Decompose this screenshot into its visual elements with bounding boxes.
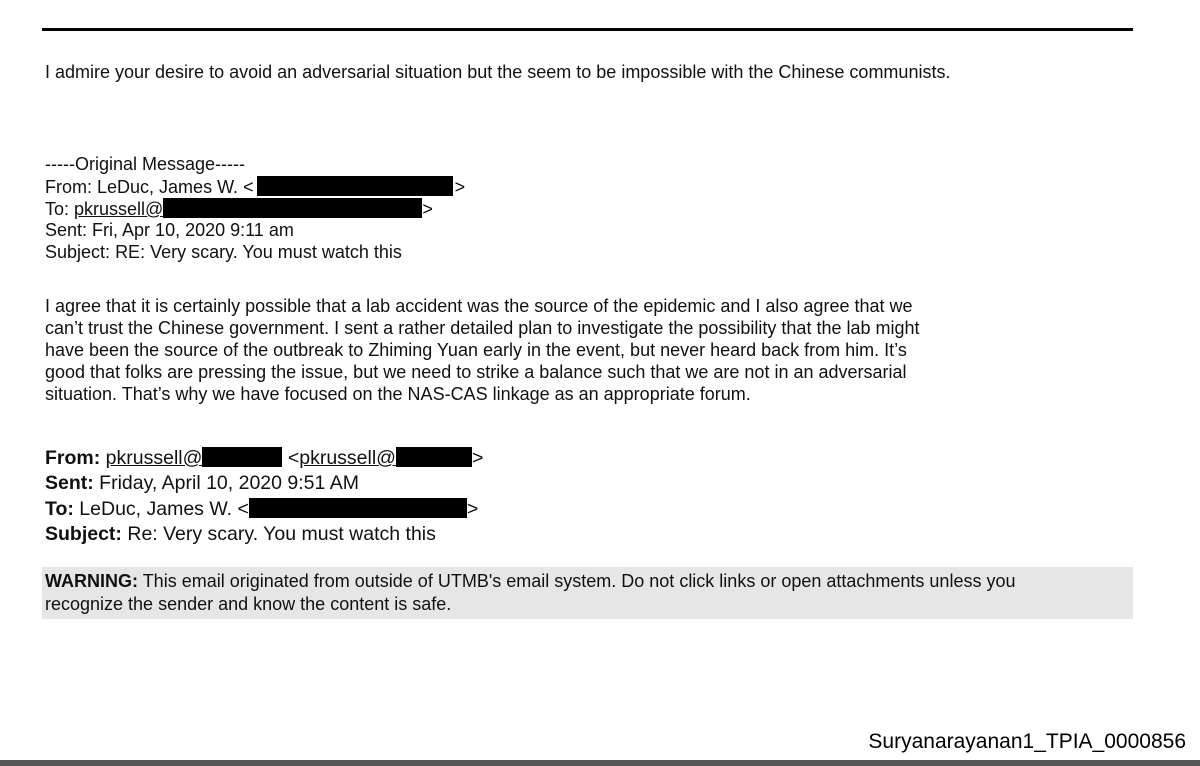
original-from-line [45,176,465,198]
quoted-subject-value: Re: Very scary. You must watch this [127,523,436,545]
original-sent-value: Fri, Apr 10, 2020 9:11 am [92,220,294,240]
quoted-sent-label: Sent: [45,472,94,494]
redacted-email [163,198,422,218]
bottom-border [0,760,1200,766]
original-subject-line [45,242,402,263]
reply-body: I admire your desire to avoid an adversarial situation but the seem to be impossible with the Chinese communists. [45,62,951,82]
quoted-sent-value: Friday, April 10, 2020 9:51 AM [99,472,359,494]
quoted-to-value: LeDuc, James W. < [79,498,249,520]
body-line: I agree that it is certainly possible that a lab accident was the source of the epidemic and I also agree that we [45,296,913,316]
warning-message-2: recognize the sender and know the content is safe. [45,594,452,614]
original-to-end: > [422,199,433,219]
original-to-address: pkrussell@ [74,199,164,219]
original-sent-label: Sent: [45,220,88,240]
quoted-from-end: > [471,447,484,469]
original-to-line [45,198,433,220]
original-to-label: To: [45,199,70,219]
warning-label: WARNING: [45,571,138,591]
redacted-email [257,176,453,196]
redacted-email [202,447,282,467]
warning-text [45,570,1130,616]
body-line: situation. That’s why we have focused on the NAS-CAS linkage as an appropriate forum. [45,384,751,404]
redacted-email [396,447,472,467]
top-rule [42,28,1133,31]
quoted-sent-line [45,471,359,495]
original-body [45,295,1130,405]
warning-message-1: This email originated from outside of UTMB's email system. Do not click links or open attachments unless you [142,571,1016,591]
original-subject-value: RE: Very scary. You must watch this [115,242,402,262]
original-sent-line [45,220,294,241]
body-line: good that folks are pressing the issue, but we need to strike a balance such that we are not in an adversarial [45,362,907,382]
quoted-from-bracket: < [287,447,300,469]
quoted-subject-label: Subject: [45,523,122,545]
quoted-from-address: pkrussell@ [105,447,203,469]
original-from-end: > [454,177,466,197]
body-line: have been the source of the outbreak to Zhiming Yuan early in the event, but never heard back from him. It’s [45,340,907,360]
quoted-subject-line [45,522,436,546]
body-line: can’t trust the Chinese government. I sent a rather detailed plan to investigate the possibility that the lab might [45,318,920,338]
bates-number: Suryanarayanan1_TPIA_0000856 [868,730,1186,753]
original-from-name: LeDuc, James W. < [97,177,254,197]
original-from-label: From: [45,177,92,197]
quoted-from-line [45,446,483,470]
quoted-to-label: To: [45,498,74,520]
warning-line-1 [45,570,1130,593]
quoted-from-address-2: pkrussell@ [299,447,396,469]
original-message-separator: -----Original Message----- [45,154,246,174]
quoted-from-label: From: [45,447,101,469]
quoted-to-line [45,497,478,521]
quoted-to-end: > [466,498,479,520]
original-subject-label: Subject: [45,242,111,262]
redacted-email [249,498,467,518]
